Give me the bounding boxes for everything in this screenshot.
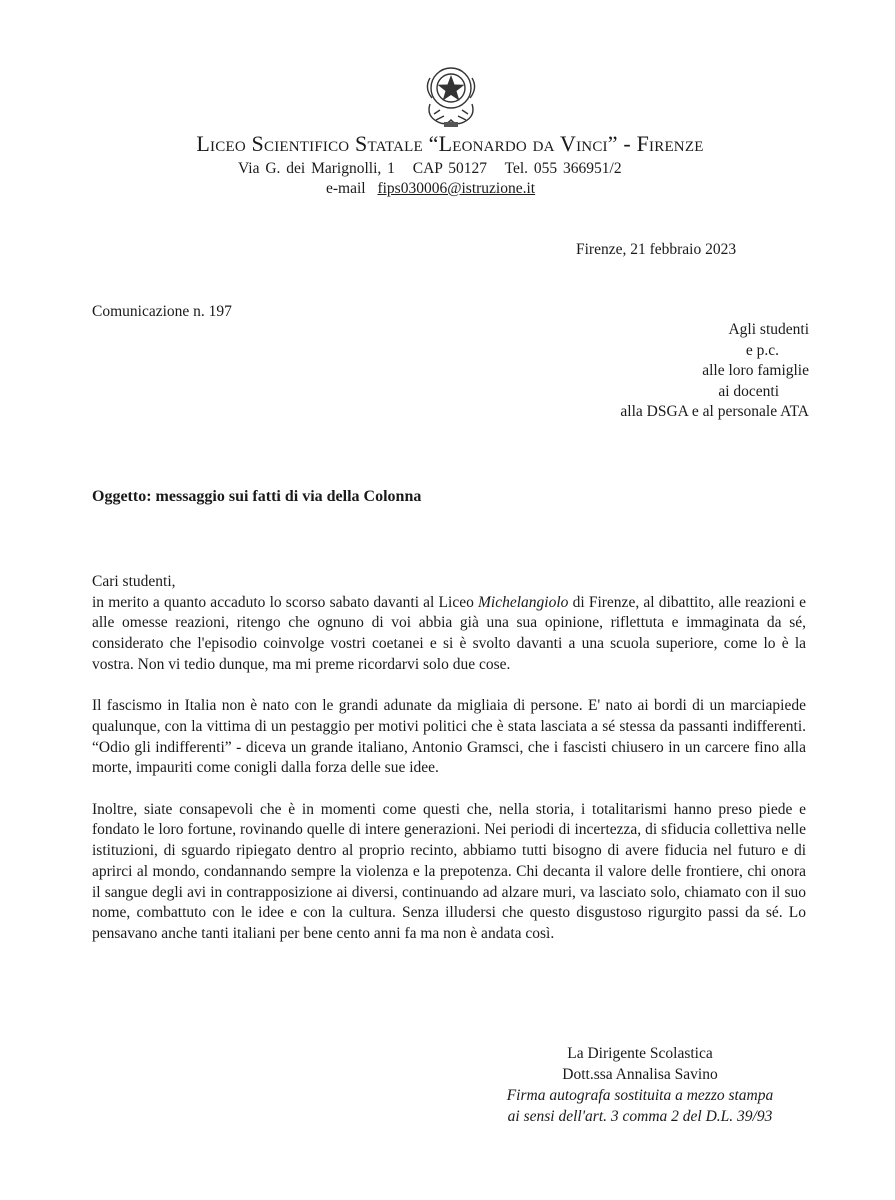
- phone-number: Tel. 055 366951/2: [504, 160, 622, 177]
- signature-name: Dott.ssa Annalisa Savino: [562, 1066, 718, 1083]
- recipient-line: Agli studenti: [728, 321, 809, 338]
- communication-number: Comunicazione n. 197: [92, 303, 232, 320]
- signature-role: La Dirigente Scolastica: [567, 1045, 713, 1062]
- street-address: Via G. dei Marignolli, 1: [238, 160, 395, 177]
- paragraph-2: Il fascismo in Italia non è nato con le grandi adunate da migliaia di persone. E' nato ai bordi di un marciapiede qualunque, con la vittima di un pestaggio per motivi politici che è stata lasciata a sé stessa da passanti indifferenti. “Odio gli indifferenti” - diceva un grande italiano, Antonio Gramsci, che i fascisti chiusero in un carcere fino alla morte, impauriti come conigli dalla forza delle sue idee.: [92, 697, 806, 777]
- letter-body: [92, 572, 806, 965]
- recipient-line: ai docenti: [718, 382, 779, 400]
- postal-code: CAP 50127: [412, 160, 487, 177]
- paragraph-1: [92, 593, 806, 676]
- paragraph-1-end: di Firenze, al dibattito, alle reazioni e alle omesse reazioni, ritengo che ognuno di voi abbia già una sua opinione, riflettuta e immaginata da sé, considerato che l'episodio coinvolge vostri coetanei e si è svolto davanti a una scuola superiore, come lo è la vostra. Non vi tedio dunque, ma mi preme ricordarvi solo due cose.: [92, 593, 806, 673]
- paragraph-3: Inoltre, siate consapevoli che è in momenti come questi che, nella storia, i totalitarismi hanno preso piede e fondato le loro fortune, rovinando quelle di intere generazioni. Nei periodi di incertezza, di sfiducia collettiva nelle istituzioni, di sguardo ripiegato dentro al proprio recinto, abbiamo tutti bisogno di avere fiducia nel futuro e di aprirci al mondo, condannando sempre la violenza e la prepotenza. Chi decanta il valore delle frontiere, chi onora il sangue degli avi in contrapposizione ai diversi, continuando ad alzare muri, va lasciato solo, chiamato con il suo nome, combattuto con le idee e con la cultura. Senza illudersi che questo disgustoso rigurgito passi da sé. Lo pensavano anche tanti italiani per bene cento anni fa ma non è andata così.: [92, 800, 806, 942]
- school-address: [238, 160, 634, 178]
- signature-note: Firma autografa sostituita a mezzo stampa: [506, 1087, 774, 1104]
- letter-subject: Oggetto: messaggio sui fatti di via della Colonna: [92, 488, 422, 505]
- signature-legal-reference: ai sensi dell'art. 3 comma 2 del D.L. 39/93: [507, 1108, 773, 1125]
- email-label: e-mail: [326, 180, 366, 197]
- paragraph-1-start: in merito a quanto accaduto lo scorso sabato davanti al Liceo: [92, 593, 479, 611]
- recipient-line: alle loro famiglie: [702, 362, 809, 379]
- recipient-line: e p.c.: [745, 341, 779, 359]
- letter-date: Firenze, 21 febbraio 2023: [576, 241, 737, 258]
- recipients-block: [620, 320, 809, 423]
- recipient-line: alla DSGA e al personale ATA: [620, 403, 809, 420]
- email-link[interactable]: fips030006@istruzione.it: [377, 180, 536, 197]
- greeting: Cari studenti,: [92, 573, 176, 590]
- signature-block: [490, 1043, 790, 1127]
- school-name: Liceo Scientifico Statale “Leonardo da Vinci” - Firenze: [196, 131, 704, 156]
- school-name-italic: Michelangiolo: [478, 593, 569, 611]
- email-line: [326, 180, 535, 198]
- italian-republic-emblem-icon: [420, 58, 482, 130]
